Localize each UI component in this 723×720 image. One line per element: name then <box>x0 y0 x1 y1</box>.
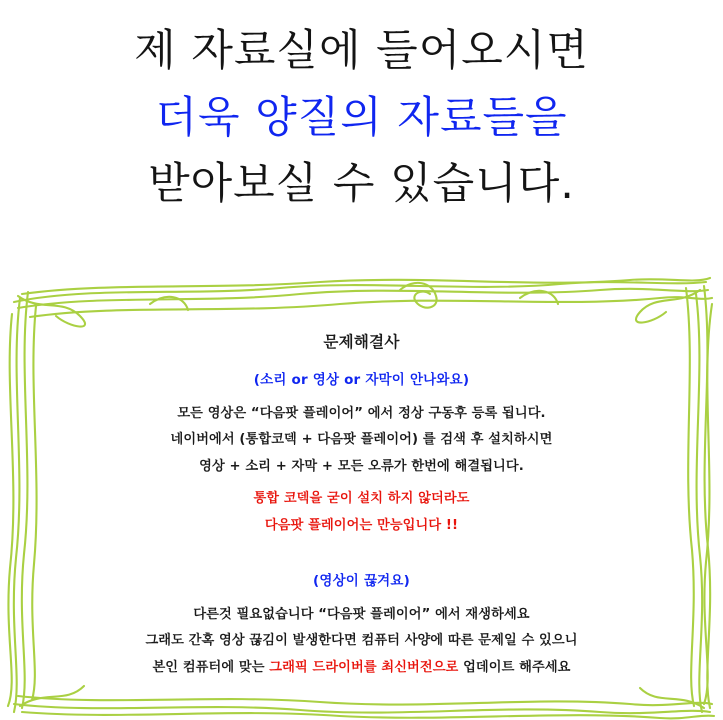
section2-block <box>60 569 663 681</box>
section2-line-1: 다른것 필요없습니다 “다음팟 플레이어” 에서 재생하세요 <box>193 607 530 623</box>
section1-warn-1: 통합 코덱을 굳이 설치 하지 않더라도 <box>253 491 470 507</box>
headline-block <box>0 0 723 218</box>
headline-line-2: 더욱 양질의 자료들을 <box>155 92 568 143</box>
section2-line-3-post: 업데이트 해주세요 <box>458 659 571 675</box>
section2-line-3-highlight: 그래픽 드라이버를 최신버전으로 <box>269 659 459 675</box>
section1-heading: (소리 or 영상 or 자막이 안나와요) <box>253 372 470 388</box>
framed-note-area <box>0 268 723 720</box>
headline-line-3: 받아보실 수 있습니다. <box>148 159 575 210</box>
section2-heading: (영상이 끊겨요) <box>312 573 411 590</box>
section1-line-2: 네이버에서 (통합코덱 + 다음팟 플레이어) 를 검색 후 설치하시면 <box>170 432 553 448</box>
section1-warn-2: 다음팟 플레이어는 만능입니다 !! <box>264 517 459 533</box>
note-title: 문제해결사 <box>323 333 400 351</box>
note-content <box>60 330 663 681</box>
section2-line-2: 그래도 간혹 영상 끊김이 발생한다면 컴퓨터 사양에 따른 문제일 수 있으니 <box>145 633 578 649</box>
section2-line-3 <box>60 655 663 681</box>
section1-line-1: 모든 영상은 “다음팟 플레이어” 에서 정상 구동후 등록 됩니다. <box>177 406 546 421</box>
section1-line-3: 영상 + 소리 + 자막 + 모든 오류가 한번에 해결됩니다. <box>199 458 524 474</box>
headline-line-1: 제 자료실에 들어오시면 <box>134 26 589 76</box>
section2-line-3-pre: 본인 컴퓨터에 맞는 <box>152 659 270 675</box>
